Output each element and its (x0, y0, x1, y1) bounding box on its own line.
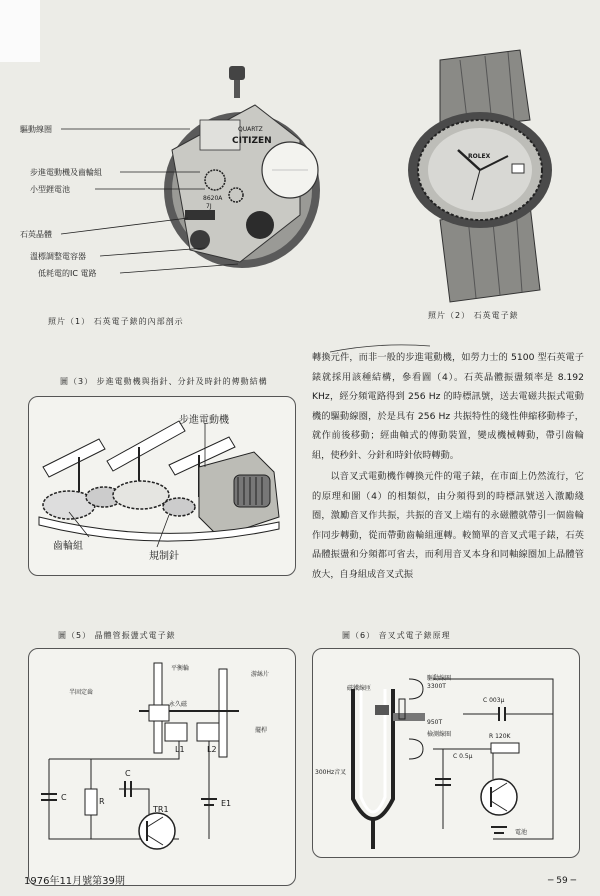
label-ic-circuit: 低耗電的IC 電路 (38, 269, 97, 278)
fig3-caption: 圖（3） 步進電動機與指針、分針及時針的傳動結構 (60, 377, 268, 386)
engraving-quartz: QUARTZ (238, 126, 263, 133)
label-r: R (99, 797, 105, 806)
label-transistor: TR1 (153, 805, 169, 814)
issue-number: 1976年11月號第39期 (24, 876, 125, 887)
label-stepper-motor: 步進電動機 (179, 415, 229, 426)
label-turns-950: 950T (427, 719, 443, 726)
fig2-caption: 照片（2） 石英電子錶 (428, 311, 519, 320)
label-quartz-crystal: 石英晶體 (20, 230, 52, 239)
label-fork-magnet: 磁鐵線匝 (347, 685, 372, 692)
watch-photo (380, 40, 600, 310)
fig6-caption: 圖（6） 音叉式電子錶原理 (342, 631, 451, 640)
label-magnet: 永久磁 (169, 701, 188, 708)
label-balance-wheel: 平衡輪 (171, 665, 190, 672)
label-stepper-gears: 步進電動機及齒輪組 (30, 168, 102, 177)
label-regulator-pin: 規制針 (149, 551, 179, 562)
fig1-caption: 照片（1） 石英電子錶的內部剖示 (48, 317, 184, 326)
label-tuning-fork: 300Hz音叉 (315, 769, 347, 776)
engraving-citizen: CITIZEN (232, 136, 272, 146)
label-drive-coil: 驅動線圈 (20, 125, 52, 134)
figure-5 (28, 648, 296, 886)
label-l2: L2 (207, 745, 217, 754)
label-detect-coil: 檢測線圈 (427, 731, 452, 738)
transistor-oscillator-diagram (29, 649, 295, 885)
label-gear-train: 齒輪組 (53, 541, 83, 552)
label-res-120k: R 120K (489, 733, 511, 740)
label-trimmer-capacitor: 溫標調整電容器 (30, 252, 86, 261)
label-cell: 電池 (515, 829, 528, 836)
label-cap-05: C 0.5μ (453, 753, 473, 760)
figure-1 (0, 0, 320, 330)
label-tuning: 半固定齒 (69, 689, 94, 696)
label-battery: E1 (221, 799, 232, 808)
paragraph-2: 以音叉式電動機作轉換元件的電子錶，在市面上仍然流行，它的原理和圖（4）的相類似，由分頻得到的時標訊號送入激勵綫圈，激勵音叉作共振，共振的音叉上端有的永磁體就帶引一個齒輪作同步轉動，從而帶動齒輪組運轉。較簡單的音叉式電子錶，石英晶體振盪和分頻都可省去，而利用音叉本身和同軸線圈加上晶體管放大，自身組成音叉式振 (312, 471, 584, 580)
engraving-model: 8620A (203, 195, 223, 202)
engraving-jewels: 7J (206, 203, 212, 210)
fig5-caption: 圖（5） 晶體管振盪式電子錶 (58, 631, 176, 640)
label-swing-arm: 擺桿 (255, 727, 268, 734)
figure-2 (380, 40, 600, 330)
label-hairspring: 游絲片 (251, 671, 270, 678)
label-cap-003: C 003μ (483, 697, 505, 704)
label-c2: C (125, 769, 131, 778)
figure-6 (312, 648, 580, 858)
watch-brand: ROLEX (468, 153, 491, 160)
page-number: ─ 59 ─ (548, 876, 577, 886)
figure-3 (28, 396, 296, 576)
label-lithium-battery: 小型鋰電池 (30, 185, 70, 194)
label-l1: L1 (175, 745, 185, 754)
label-c1: C (61, 793, 67, 802)
label-drive-coil: 驅動線圈 (427, 675, 452, 682)
article-body (312, 348, 584, 584)
label-turns-3300: 3300T (427, 683, 446, 690)
paragraph-1: 轉換元件，而非一般的步進電動機，如勞力士的 5100 型石英電子錶就採用該種結構，參看圖（4）。石英晶體振盪頻率是 8.192 KHz，經分頻電路得到 256 Hz 的時標訊號，送去電磁共振式電動機的驅動線圈，於是具有 256 Hz 共振特性的綫性伸縮移動棒子，就作前後移動；經曲軸式的傳動裝置，變成機械轉動，帶引齒輪組，使秒針、分針和時針依時轉動。 (312, 352, 584, 461)
